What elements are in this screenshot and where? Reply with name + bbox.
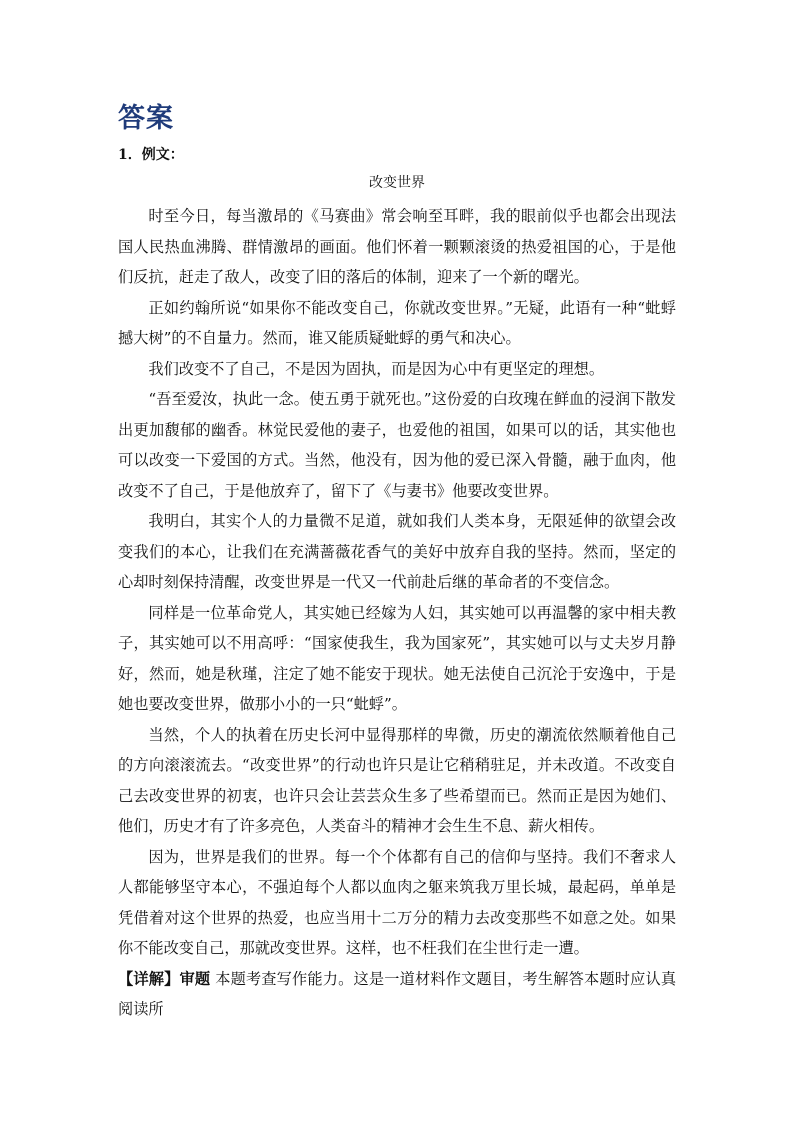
- question-label: 例文：: [141, 147, 184, 163]
- question-line: [118, 145, 676, 165]
- detail-line: [118, 964, 676, 1025]
- essay-paragraph: 时至今日，每当激昂的《马赛曲》常会响至耳畔，我的眼前似乎也都会出现法国人民热血沸腾、群情激昂的画面。他们怀着一颗颗滚烫的热爱祖国的心，于是他们反抗，赶走了敌人，改变了旧的落后的体制，迎来了一个新的曙光。: [118, 207, 676, 286]
- essay-paragraph: 当然，个人的执着在历史长河中显得那样的卑微，历史的潮流依然顺着他自己的方向滚滚流去。“改变世界”的行动也许只是让它稍稍驻足，并未改道。不改变自己去改变世界的初衷，也许只会让芸芸众生多了些希望而已。然而正是因为她们、他们，历史才有了许多亮色，人类奋斗的精神才会生生不息、薪火相传。: [118, 725, 676, 835]
- essay-paragraph: 我们改变不了自己，不是因为固执，而是因为心中有更坚定的理想。: [148, 359, 605, 378]
- detail-label: 审题: [179, 969, 211, 988]
- essay-body: [118, 201, 676, 964]
- detail-tag: 【详解】: [118, 969, 180, 988]
- question-number: 1．: [118, 147, 142, 163]
- essay-paragraph: “吾至爱汝，执此一念。使五勇于就死也。”这份爱的白玫瑰在鲜血的浸润下散发出更加馥郁的幽香。林觉民爱他的妻子，也爱他的祖国，如果可以的话，其实他也可以改变一下爱国的方式。当然，他没有，因为他的爱已深入骨髓，融于血肉，他改变不了自己，于是他放弃了，留下了《与妻书》他要改变世界。: [118, 390, 676, 500]
- essay-paragraph: 因为，世界是我们的世界。每一个个体都有自己的信仰与坚持。我们不奢求人人都能够坚守本心，不强迫每个人都以血肉之躯来筑我万里长城，最起码，单单是凭借着对这个世界的热爱，也应当用十二万分的精力去改变那些不如意之处。如果你不能改变自己，那就改变世界。这样，也不枉我们在尘世行走一遭。: [118, 847, 676, 957]
- essay-paragraph: 同样是一位革命党人，其实她已经嫁为人妇，其实她可以再温馨的家中相夫教子，其实她可以不用高呼：“国家使我生，我为国家死”，其实她可以与丈夫岁月静好，然而，她是秋瑾，注定了她不能安于现状。她无法使自己沉沦于安逸中，于是她也要改变世界，做那小小的一只“蚍蜉”。: [118, 603, 676, 713]
- essay-paragraph: 我明白，其实个人的力量微不足道，就如我们人类本身，无限延伸的欲望会改变我们的本心，让我们在充满蔷薇花香气的美好中放弃自我的坚持。然而，坚定的心却时刻保持清醒，改变世界是一代又一代前赴后继的革命者的不变信念。: [118, 512, 676, 591]
- detail-text: 本题考查写作能力。这是一道材料作文题目，考生解答本题时应认真阅读所: [118, 969, 677, 1018]
- essay-paragraph: 正如约翰所说“如果你不能改变自己，你就改变世界。”无疑，此语有一种“蚍蜉撼大树”的不自量力。然而，谁又能质疑蚍蜉的勇气和决心。: [118, 298, 676, 347]
- essay-title: 改变世界: [369, 175, 425, 191]
- answer-heading: 答案: [118, 103, 174, 134]
